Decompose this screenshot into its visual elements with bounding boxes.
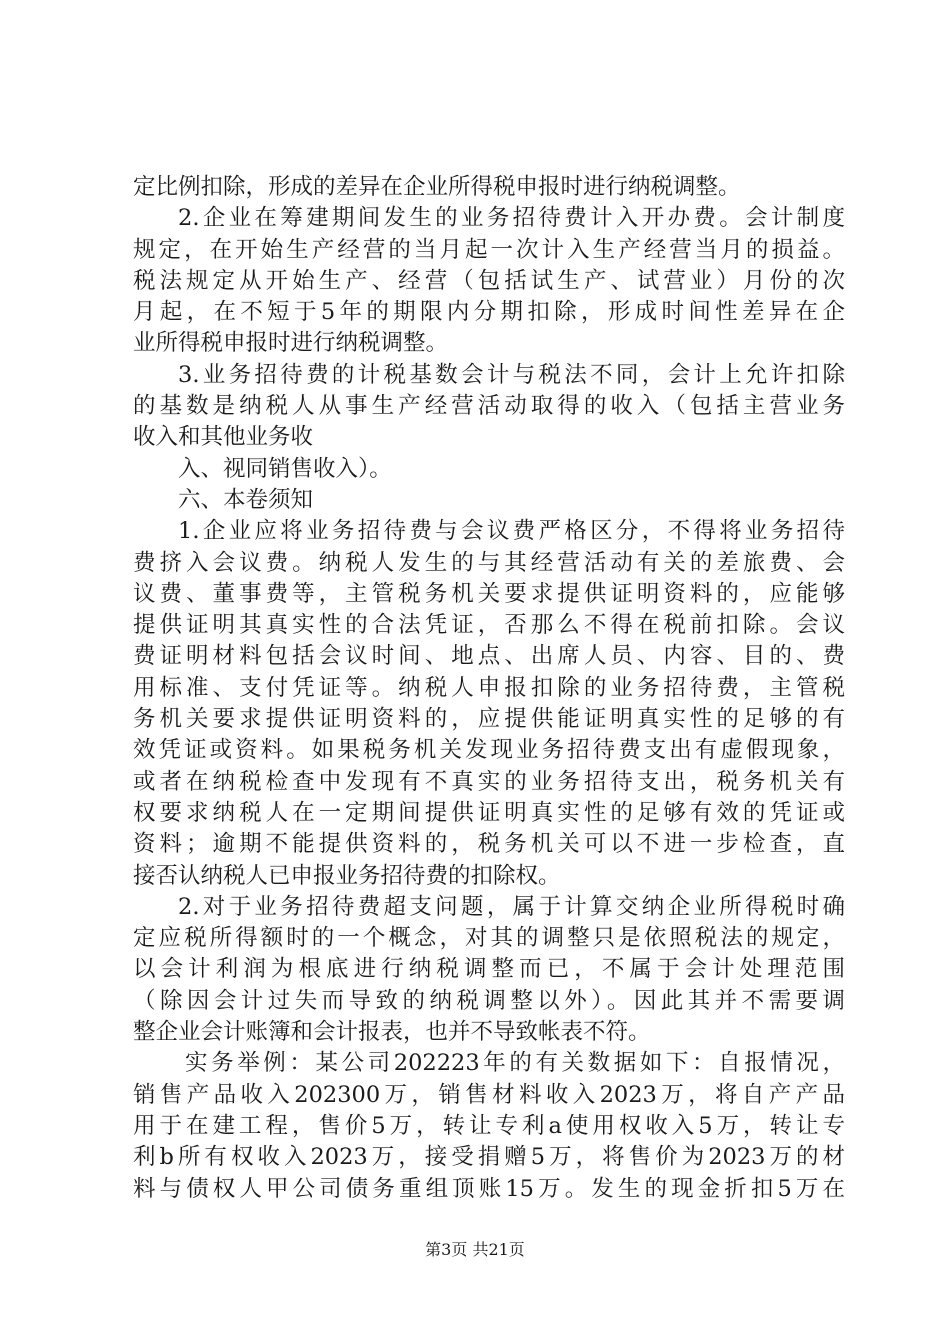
- text-line: 接否认纳税人已申报业务招待费的扣除权。: [133, 862, 561, 889]
- text-line: 1.企业应将业务招待费与会议费严格区分，不得将业务招待: [178, 518, 845, 545]
- page-footer: 第3页 共21页: [425, 1240, 525, 1259]
- text-line: 权要求纳税人在一定期间提供证明真实性的足够有效的凭证或: [133, 799, 845, 826]
- text-line: 料与债权人甲公司债务重组顶账15万。发生的现金折扣5万在: [133, 1175, 845, 1202]
- text-line: 或者在纳税检查中发现有不真实的业务招待支出，税务机关有: [133, 768, 845, 795]
- text-line: 2.企业在筹建期间发生的业务招待费计入开办费。会计制度: [178, 205, 845, 232]
- text-line: 2.对于业务招待费超支问题，属于计算交纳企业所得税时确: [178, 893, 845, 920]
- text-line: 收入和其他业务收: [133, 424, 314, 451]
- text-line: 业所得税申报时进行纳税调整。: [133, 330, 449, 357]
- text-line: 效凭证或资料。如果税务机关发现业务招待费支出有虚假现象，: [133, 737, 845, 764]
- text-line: 六、本卷须知: [178, 486, 314, 513]
- text-line: 定应税所得额时的一个概念，对其的调整只是依照税法的规定，: [133, 925, 845, 952]
- text-line: 税法规定从开始生产、经营（包括试生产、试营业）月份的次: [133, 267, 845, 294]
- text-line: 定比例扣除，形成的差异在企业所得税申报时进行纳税调整。: [133, 174, 741, 200]
- text-line: 整企业会计账簿和会计报表，也并不导致帐表不符。: [133, 1019, 651, 1046]
- text-line: 费证明材料包括会议时间、地点、出席人员、内容、目的、费: [133, 643, 845, 670]
- text-line: 务机关要求提供证明资料的，应提供能证明真实性的足够的有: [133, 706, 845, 733]
- text-line: 以会计利润为根底进行纳税调整而已，不属于会计处理范围: [133, 956, 845, 983]
- text-line: 实务举例：某公司202223年的有关数据如下：自报情况，: [185, 1050, 845, 1077]
- text-line: （除因会计过失而导致的纳税调整以外）。因此其并不需要调: [133, 987, 845, 1014]
- text-line: 议费、董事费等，主管税务机关要求提供证明资料的，应能够: [133, 580, 845, 607]
- text-line: 入、视同销售收入）。: [178, 455, 392, 482]
- text-line: 用于在建工程，售价5万，转让专利a使用权收入5万，转让专: [133, 1112, 845, 1139]
- text-line: 利b所有权收入2023万，接受捐赠5万，将售价为2023万的材: [133, 1144, 845, 1171]
- text-line: 3.业务招待费的计税基数会计与税法不同，会计上允许扣除: [178, 361, 845, 388]
- text-line: 月起，在不短于5年的期限内分期扣除，形成时间性差异在企: [133, 299, 845, 326]
- text-line: 用标准、支付凭证等。纳税人申报扣除的业务招待费，主管税: [133, 674, 845, 701]
- text-line: 规定，在开始生产经营的当月起一次计入生产经营当月的损益。: [133, 236, 845, 263]
- text-line: 费挤入会议费。纳税人发生的与其经营活动有关的差旅费、会: [133, 549, 845, 576]
- text-line: 销售产品收入202300万，销售材料收入2023万，将自产产品: [133, 1081, 845, 1108]
- text-line: 资料；逾期不能提供资料的，税务机关可以不进一步检查，直: [133, 831, 845, 858]
- text-line: 的基数是纳税人从事生产经营活动取得的收入（包括主营业务: [133, 393, 845, 420]
- document-body: [133, 172, 845, 1205]
- text-line: 提供证明其真实性的合法凭证，否那么不得在税前扣除。会议: [133, 612, 845, 639]
